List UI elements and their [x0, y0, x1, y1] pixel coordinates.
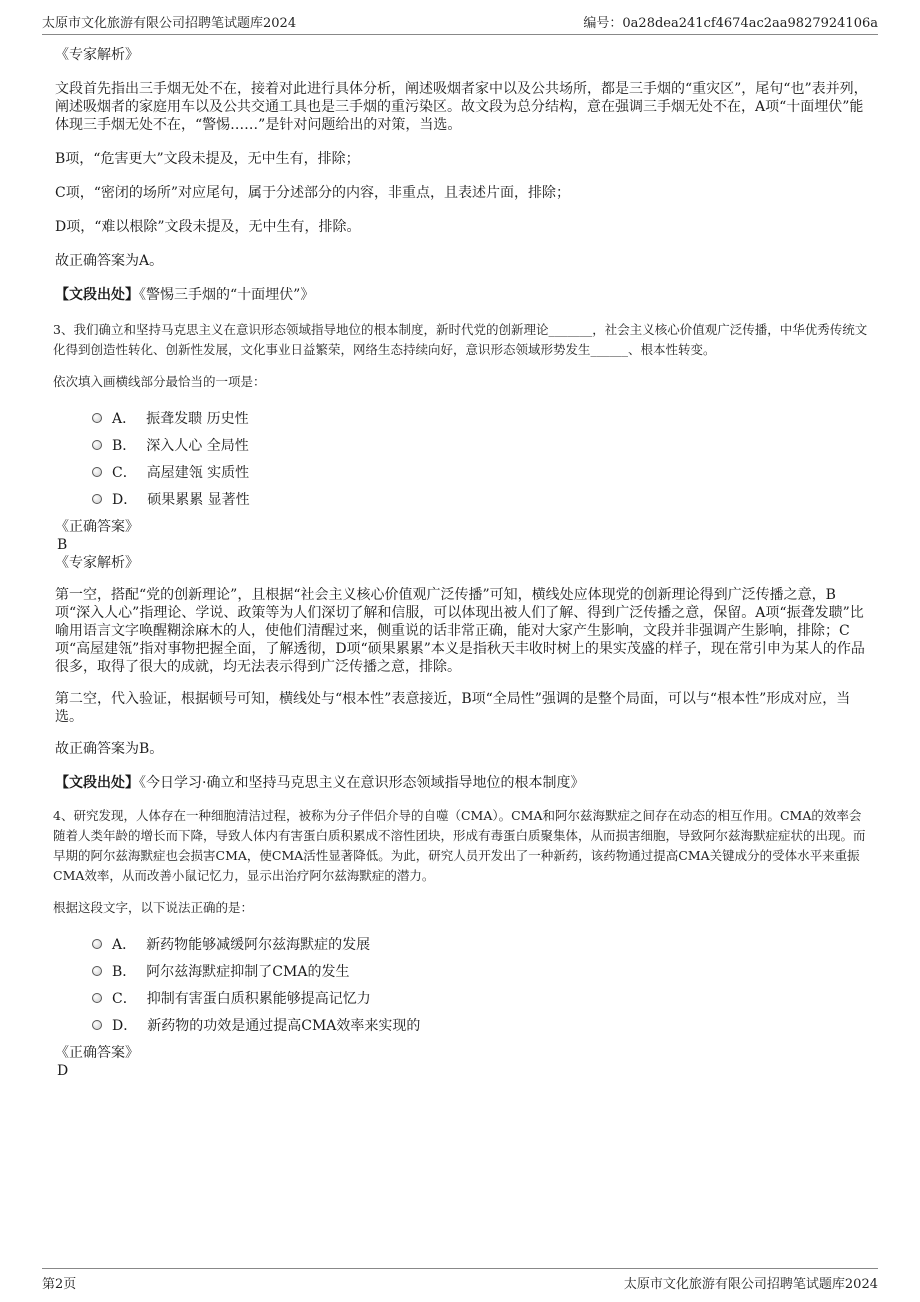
q3-option-b[interactable]: B． 深入人心 全局性: [92, 431, 870, 458]
radio-icon[interactable]: [92, 467, 102, 477]
radio-icon[interactable]: [92, 494, 102, 504]
q3-option-c[interactable]: C． 高屋建瓴 实质性: [92, 458, 870, 485]
q3-analysis-2: 第二空，代入验证，根据顿号可知，横线处与“根本性”表意接近，B项“全局性”强调的是整个局面，可以与“根本性”形成对应，当选。: [55, 691, 851, 725]
expert-analysis-label: 《专家解析》: [55, 47, 139, 63]
question-3-options: [55, 404, 870, 512]
radio-icon[interactable]: [92, 966, 102, 976]
option-d-analysis: D项，“难以根除”文段未提及，无中生有，排除。: [55, 219, 361, 235]
q4-option-c[interactable]: C． 抑制有害蛋白质积累能够提高记忆力: [92, 984, 870, 1011]
question-3-prompt: 依次填入画横线部分最恰当的一项是：: [53, 374, 266, 389]
source-tag: 【文段出处】: [55, 775, 139, 791]
conclusion: 故正确答案为A。: [55, 253, 164, 269]
analysis-paragraph: 文段首先指出三手烟无处不在，接着对此进行具体分析，阐述吸烟者家中以及公共场所，都是三手烟的“重灾区”，尾句“也”表并列，阐述吸烟者的家庭用车以及公共交通工具也是三手烟的重污染区。故文段为总分结构，意在强调三手烟无处不在，A项“十面埋伏”能体现三手烟无处不在，“警惕……”是针对问题给出的对策，当选。: [55, 81, 868, 133]
header-title: 太原市文化旅游有限公司招聘笔试题库2024: [42, 16, 297, 31]
q4-option-a[interactable]: A． 新药物能够减缓阿尔兹海默症的发展: [92, 930, 870, 957]
source-tag: 【文段出处】: [55, 287, 139, 303]
radio-icon[interactable]: [92, 993, 102, 1003]
q3-option-d[interactable]: D． 硕果累累 显著性: [92, 485, 870, 512]
q3-option-a[interactable]: A． 振聋发聩 历史性: [92, 404, 870, 431]
question-4-options: [55, 930, 870, 1038]
option-b-analysis: B项，“危害更大”文段未提及，无中生有，排除；: [55, 151, 360, 167]
page-footer: [42, 1268, 878, 1293]
q3-answer-label: 《正确答案》: [55, 519, 139, 535]
option-c-analysis: C项，“密闭的场所”对应尾句，属于分述部分的内容，非重点，且表述片面，排除；: [55, 185, 571, 201]
q3-analysis-1: 第一空，搭配“党的创新理论”，且根据“社会主义核心价值观广泛传播”可知，横线处应体现党的创新理论得到广泛传播之意，B项“深入人心”指理论、学说、政策等为人们深切了解和信服，可以体现出被人们了解、得到广泛传播之意，保留。A项“振聋发聩”比喻用语言文字唤醒糊涂麻木的人，使他们清醒过来，侧重说的话非常正确，能对大家产生影响，文段并非强调产生影响，排除；C项“高屋建瓴”指对事物把握全面，了解透彻，D项“硕果累累”本义是指秋天丰收时树上的果实茂盛的样子，现在常引申为某人的作品很多，取得了很大的成就，均无法表示得到广泛传播之意，排除。: [55, 587, 865, 675]
q3-expert-label: 《专家解析》: [55, 555, 139, 571]
q4-answer-label: 《正确答案》: [55, 1045, 139, 1061]
q3-answer: B: [57, 537, 68, 553]
q3-source-line: [55, 774, 870, 792]
q4-option-d[interactable]: D． 新药物的功效是通过提高CMA效率来实现的: [92, 1011, 870, 1038]
q4-answer: D: [57, 1063, 69, 1079]
radio-icon[interactable]: [92, 440, 102, 450]
source-title: 《今日学习·确立和坚持马克思主义在意识形态领域指导地位的根本制度》: [139, 775, 585, 791]
source-title: 《警惕三手烟的“十面埋伏”》: [139, 287, 315, 303]
question-3-stem: 3、我们确立和坚持马克思主义在意识形态领域指导地位的根本制度，新时代党的创新理论_______，社会主义核心价值观广泛传播，中华优秀传统文化得到创造性转化、创新性发展，文化事业日益繁荣，网络生态持续向好，意识形态领域形势发生______、根本性转变。: [53, 322, 868, 357]
q3-conclusion: 故正确答案为B。: [55, 741, 164, 757]
page-number: 第2页: [42, 1277, 77, 1292]
radio-icon[interactable]: [92, 1020, 102, 1030]
radio-icon[interactable]: [92, 939, 102, 949]
question-4-prompt: 根据这段文字，以下说法正确的是：: [53, 900, 254, 915]
footer-title: 太原市文化旅游有限公司招聘笔试题库2024: [623, 1277, 878, 1292]
header-serial: 编号：0a28dea241cf4674ac2aa9827924106a: [583, 16, 878, 31]
page-header: [42, 12, 878, 35]
source-line: [55, 286, 870, 304]
q4-option-b[interactable]: B． 阿尔兹海默症抑制了CMA的发生: [92, 957, 870, 984]
page-content: [55, 44, 870, 1080]
question-4-stem: 4、研究发现，人体存在一种细胞清洁过程，被称为分子伴侣介导的自噬（CMA）。CMA和阿尔兹海默症之间存在动态的相互作用。CMA的效率会随着人类年龄的增长而下降，导致人体内有害蛋白质积累成不溶性团块，形成有毒蛋白质聚集体，从而损害细胞，导致阿尔兹海默症症状的出现。而早期的阿尔兹海默症也会损害CMA，使CMA活性显著降低。为此，研究人员开发出了一种新药，该药物通过提高CMA关键成分的受体水平来重振CMA效率，从而改善小鼠记忆力，显示出治疗阿尔兹海默症的潜力。: [53, 808, 866, 883]
radio-icon[interactable]: [92, 413, 102, 423]
